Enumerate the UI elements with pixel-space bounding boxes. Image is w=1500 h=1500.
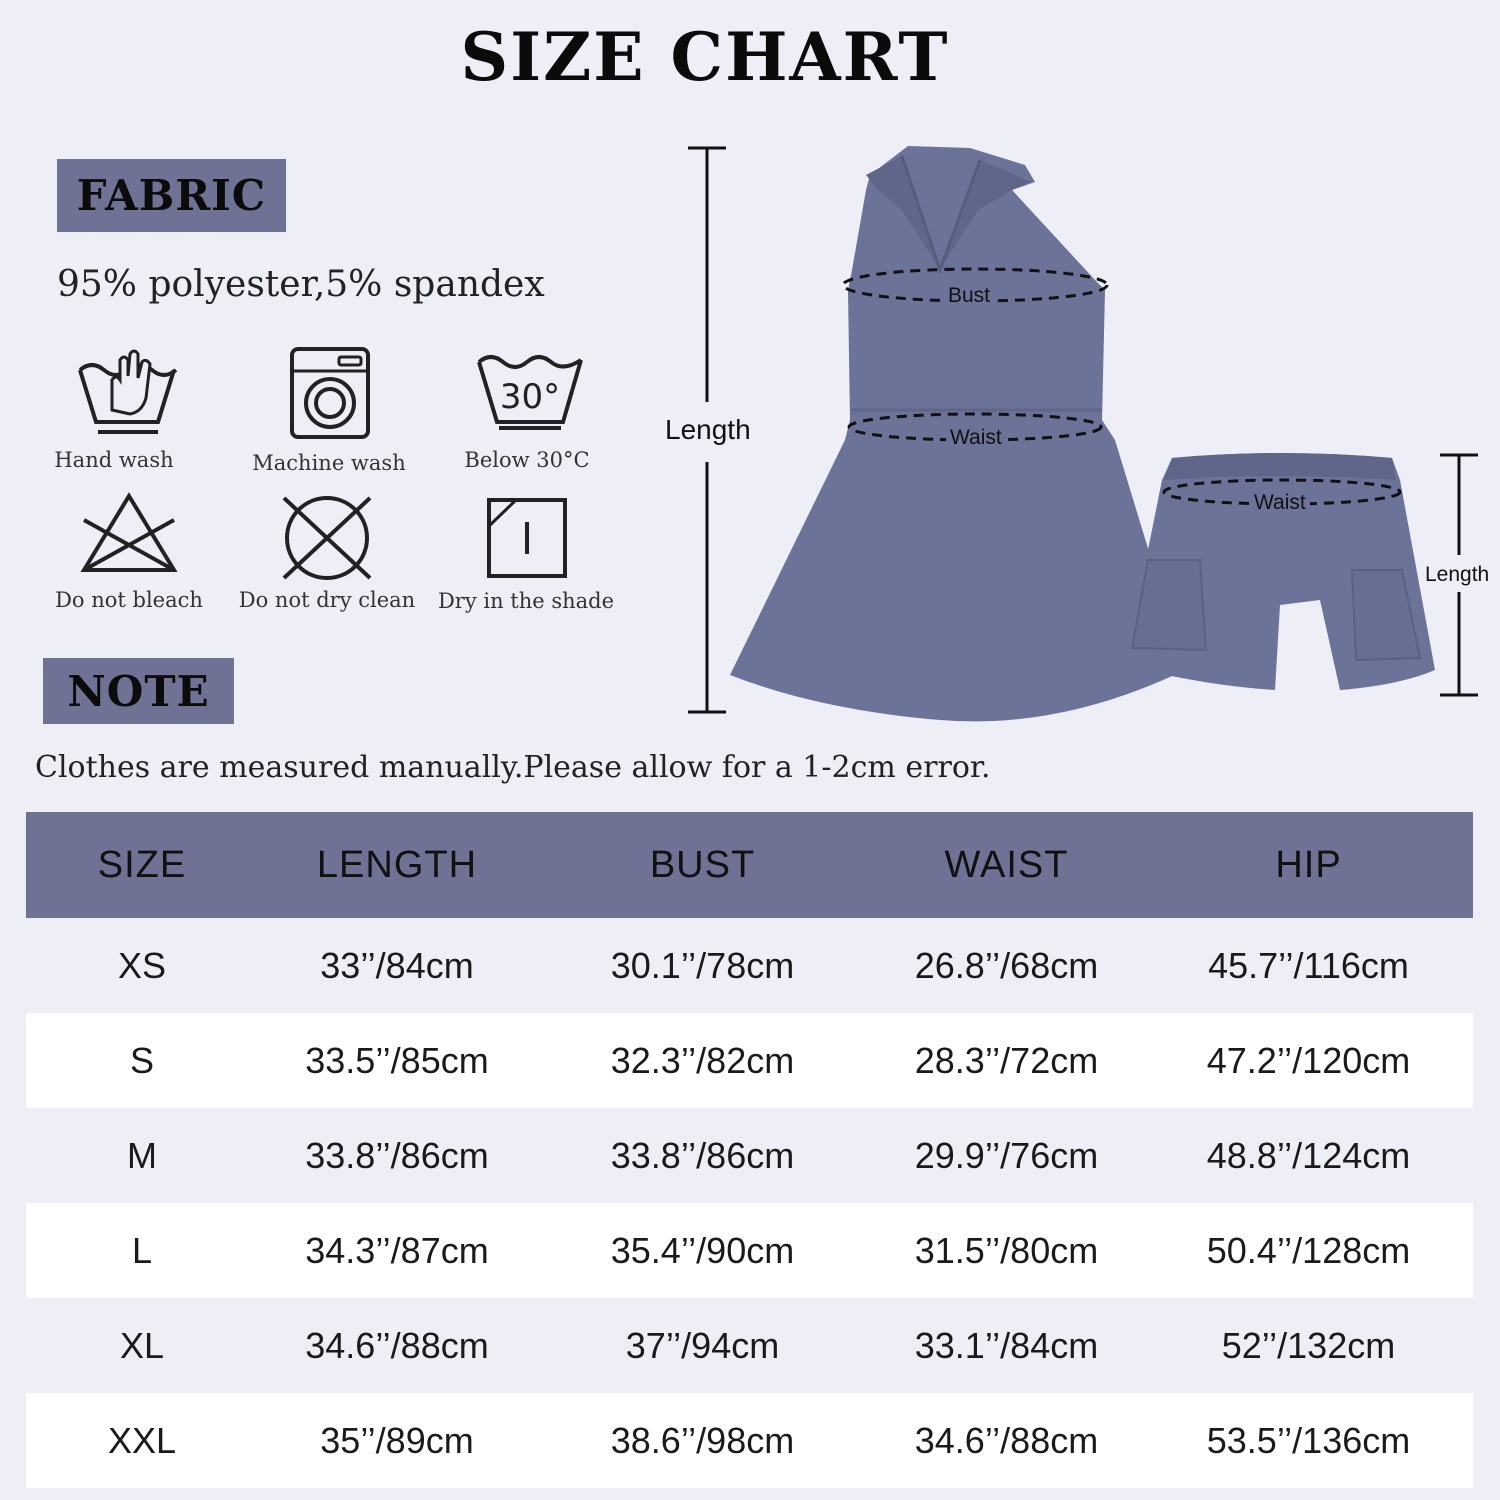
shorts-image [1125,453,1435,690]
cell-length: 33.8’’/86cm [305,1134,489,1176]
cell-waist: 28.3’’/72cm [914,1039,1099,1081]
dry-in-shade-icon [472,496,582,596]
note-text: Clothes are measured manually.Please allow for a 1-2cm error. [35,750,991,785]
cell-bust: 30.1’’/78cm [610,944,795,986]
note-heading: NOTE [43,658,234,724]
table-row [26,1203,1473,1298]
do-not-bleach-label: Do not bleach [55,588,203,612]
table-header [26,812,1473,918]
cell-waist: 26.8’’/68cm [914,944,1099,986]
table-row [26,1393,1473,1488]
machine-wash-icon [275,345,385,445]
cell-bust: 37’’/94cm [625,1324,780,1366]
do-not-dry-clean-icon [272,492,382,592]
dress-length-label: Length [665,414,751,445]
header-length: LENGTH [316,843,478,886]
header-size: SIZE [97,843,187,886]
cell-waist: 31.5’’/80cm [914,1229,1099,1271]
table-row [26,918,1473,1013]
cell-waist: 29.9’’/76cm [914,1134,1099,1176]
cell-hip: 50.4’’/128cm [1206,1229,1411,1271]
cell-hip: 52’’/132cm [1221,1324,1396,1366]
header-hip: HIP [1275,843,1342,886]
table-row [26,1108,1473,1203]
size-table [26,812,1473,1488]
cell-size: M [127,1134,157,1176]
cell-size: XS [117,944,167,986]
wash-30-icon [475,350,585,450]
cell-length: 34.3’’/87cm [305,1229,489,1271]
table-row [26,1013,1473,1108]
hand-wash-label: Hand wash [54,448,174,472]
bust-label: Bust [944,284,994,308]
cell-bust: 32.3’’/82cm [610,1039,795,1081]
cell-bust: 33.8’’/86cm [610,1134,795,1176]
shorts-waist-label: Waist [1250,491,1310,515]
below-30-label: Below 30°C [464,448,590,472]
header-waist: WAIST [944,843,1069,886]
cell-waist: 33.1’’/84cm [914,1324,1099,1366]
dry-in-shade-label: Dry in the shade [437,589,615,613]
do-not-bleach-icon [74,490,184,590]
cell-hip: 47.2’’/120cm [1206,1039,1411,1081]
cell-hip: 53.5’’/136cm [1206,1419,1411,1461]
cell-bust: 35.4’’/90cm [610,1229,795,1271]
machine-wash-label: Machine wash [252,451,406,475]
cell-bust: 38.6’’/98cm [610,1419,795,1461]
header-bust: BUST [649,843,756,886]
garment-diagram [640,130,1500,730]
shorts-length-label: Length [1425,563,1490,586]
hand-wash-icon [72,340,182,440]
fabric-composition: 95% polyester,5% spandex [57,264,545,305]
cell-hip: 48.8’’/124cm [1206,1134,1411,1176]
cell-length: 33.5’’/85cm [305,1039,489,1081]
cell-waist: 34.6’’/88cm [914,1419,1099,1461]
page-title: SIZE CHART [460,18,950,96]
cell-length: 34.6’’/88cm [305,1324,489,1366]
cell-hip: 45.7’’/116cm [1208,944,1409,986]
cell-size: XL [119,1324,165,1366]
dress-waist-label: Waist [946,426,1006,450]
cell-length: 33’’/84cm [320,944,474,986]
wash-temperature: 30° [499,377,561,417]
cell-size: L [131,1229,153,1271]
do-not-dry-clean-label: Do not dry clean [238,588,416,612]
cell-size: XXL [107,1419,177,1461]
cell-length: 35’’/89cm [320,1419,474,1461]
cell-size: S [129,1039,154,1081]
fabric-heading: FABRIC [57,159,286,232]
table-row [26,1298,1473,1393]
